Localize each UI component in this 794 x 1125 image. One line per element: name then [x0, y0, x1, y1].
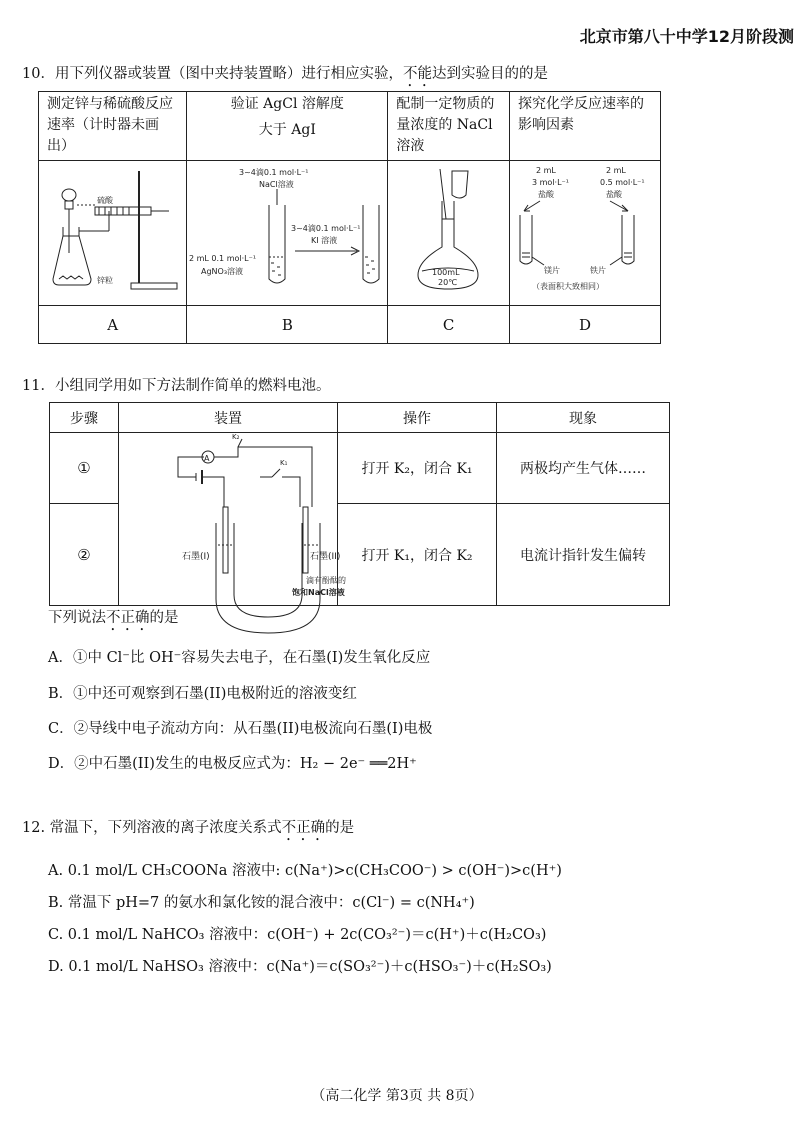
q11-emphasis: 不正确 — [106, 610, 150, 626]
q10-table — [38, 91, 661, 344]
q12-stem: 12. 常温下，下列溶液的离子浓度关系式不正确的是 — [22, 820, 355, 836]
q11-header-device: 装置 — [119, 403, 338, 433]
svg-text:100mL: 100mL — [432, 268, 460, 277]
q10-cell-d-text: 探究化学反应速率的影响因素 — [510, 92, 661, 161]
q10-figure-b — [187, 161, 388, 306]
volumetric-flask — [388, 161, 508, 301]
q12-option-a: A. 0.1 mol/L CH₃COONa 溶液中: c(Na⁺)>c(CH₃COO⁻) > c(OH⁻)>c(H⁺) — [48, 863, 562, 879]
q11-phenomenon-2: 电流计指针发生偏转 — [497, 504, 670, 606]
svg-text:镁片: 镁片 — [544, 266, 560, 275]
q11-device-figure — [119, 433, 346, 606]
q10-label-c: C — [388, 306, 510, 344]
svg-text:（表面积大致相同）: （表面积大致相同） — [532, 282, 604, 291]
q11-option-c: C．②导线中电子流动方向：从石墨(II)电极流向石墨(I)电极 — [48, 721, 433, 737]
svg-text:20℃: 20℃ — [438, 278, 458, 287]
q10-label-a: A — [39, 306, 187, 344]
q11-phenomenon-1: 两极均产生气体…… — [497, 433, 670, 504]
q12-emphasis: 不正确 — [281, 820, 326, 836]
svg-text:盐酸: 盐酸 — [606, 190, 622, 199]
svg-text:3 mol·L⁻¹: 3 mol·L⁻¹ — [532, 178, 569, 187]
q12-option-c: C. 0.1 mol/L NaHCO₃ 溶液中：c(OH⁻) + 2c(CO₃²⁻)＝c(H⁺)＋c(H₂CO₃) — [48, 927, 547, 943]
page-footer: （高二化学 第3页 共 8页） — [311, 1088, 483, 1104]
q11-table — [49, 402, 670, 606]
q10-label-b: B — [187, 306, 388, 344]
svg-text:2 mL: 2 mL — [536, 166, 556, 175]
q11-option-a: A．①中 Cl⁻比 OH⁻容易失去电子，在石墨(I)发生氧化反应 — [48, 650, 431, 666]
q10-cell-b-text: 验证 AgCl 溶解度 大于 AgI — [187, 92, 388, 161]
svg-text:硫酸: 硫酸 — [97, 196, 113, 205]
svg-text:石墨(I): 石墨(I) — [182, 552, 210, 562]
svg-text:锌粒: 锌粒 — [97, 276, 113, 285]
q10-stem: 10．用下列仪器或装置（图中夹持装置略）进行相应实验，不能达到实验目的的是 — [22, 66, 548, 82]
svg-text:AgNO₃溶液: AgNO₃溶液 — [201, 267, 244, 276]
q12-number: 12. — [22, 820, 46, 836]
svg-text:石墨(II): 石墨(II) — [310, 552, 341, 562]
svg-text:K₁: K₁ — [280, 459, 288, 467]
svg-text:A: A — [204, 454, 210, 463]
q12-option-d: D. 0.1 mol/L NaHSO₃ 溶液中：c(Na⁺)＝c(SO₃²⁻)＋c(HSO₃⁻)＋c(H₂SO₃) — [48, 959, 552, 975]
svg-text:2 mL: 2 mL — [606, 166, 626, 175]
q11-stem: 11．小组同学用如下方法制作简单的燃料电池。 — [22, 378, 331, 394]
q11-step-1: ① — [50, 433, 119, 504]
svg-text:饱和NaCl溶液: 饱和NaCl溶液 — [292, 588, 345, 597]
q11-operation-2: 打开 K₁，闭合 K₂ — [338, 504, 497, 606]
svg-text:滴有酚酞的: 滴有酚酞的 — [306, 576, 346, 585]
q11-step-2: ② — [50, 504, 119, 606]
svg-text:2 mL 0.1 mol·L⁻¹: 2 mL 0.1 mol·L⁻¹ — [189, 254, 257, 263]
svg-text:0.5 mol·L⁻¹: 0.5 mol·L⁻¹ — [600, 178, 645, 187]
q10-figure-d — [510, 161, 661, 306]
q11-ask: 下列说法不正确的是 — [48, 610, 179, 626]
svg-text:NaCl溶液: NaCl溶液 — [259, 180, 295, 189]
q11-header-operation: 操作 — [338, 403, 497, 433]
q12-option-b: B. 常温下 pH=7 的氨水和氯化铵的混合液中：c(Cl⁻) = c(NH₄⁺) — [48, 895, 475, 911]
zinc-acid-apparatus — [39, 161, 185, 301]
page-header: 北京市第八十中学12月阶段测 — [579, 27, 794, 46]
svg-text:3~4滴0.1 mol·L⁻¹: 3~4滴0.1 mol·L⁻¹ — [239, 168, 309, 177]
reaction-rate-test — [510, 161, 660, 301]
q10-number: 10． — [22, 66, 55, 82]
q11-number: 11． — [22, 378, 55, 394]
q10-emphasis: 不能 — [402, 66, 432, 82]
q11-header-phenomenon: 现象 — [497, 403, 670, 433]
svg-text:3~4滴0.1 mol·L⁻¹: 3~4滴0.1 mol·L⁻¹ — [291, 224, 361, 233]
svg-text:盐酸: 盐酸 — [538, 190, 554, 199]
q10-cell-c-text: 配制一定物质的量浓度的 NaCl 溶液 — [388, 92, 510, 161]
q11-option-b: B．①中还可观察到石墨(II)电极附近的溶液变红 — [48, 686, 357, 702]
q10-figure-a — [39, 161, 187, 306]
q10-label-d: D — [510, 306, 661, 344]
svg-text:铁片: 铁片 — [590, 266, 606, 275]
q11-operation-1: 打开 K₂，闭合 K₁ — [338, 433, 497, 504]
silver-halide-test — [187, 161, 387, 301]
svg-text:K₂: K₂ — [232, 433, 240, 441]
fuel-cell-apparatus — [120, 433, 346, 601]
q10-cell-a-text: 测定锌与稀硫酸反应速率（计时器未画出） — [39, 92, 187, 161]
q11-header-step: 步骤 — [50, 403, 119, 433]
svg-text:KI 溶液: KI 溶液 — [311, 236, 338, 245]
q10-figure-c — [388, 161, 510, 306]
q11-option-d: D．②中石墨(II)发生的电极反应式为：H₂ − 2e⁻ ══2H⁺ — [48, 756, 417, 772]
